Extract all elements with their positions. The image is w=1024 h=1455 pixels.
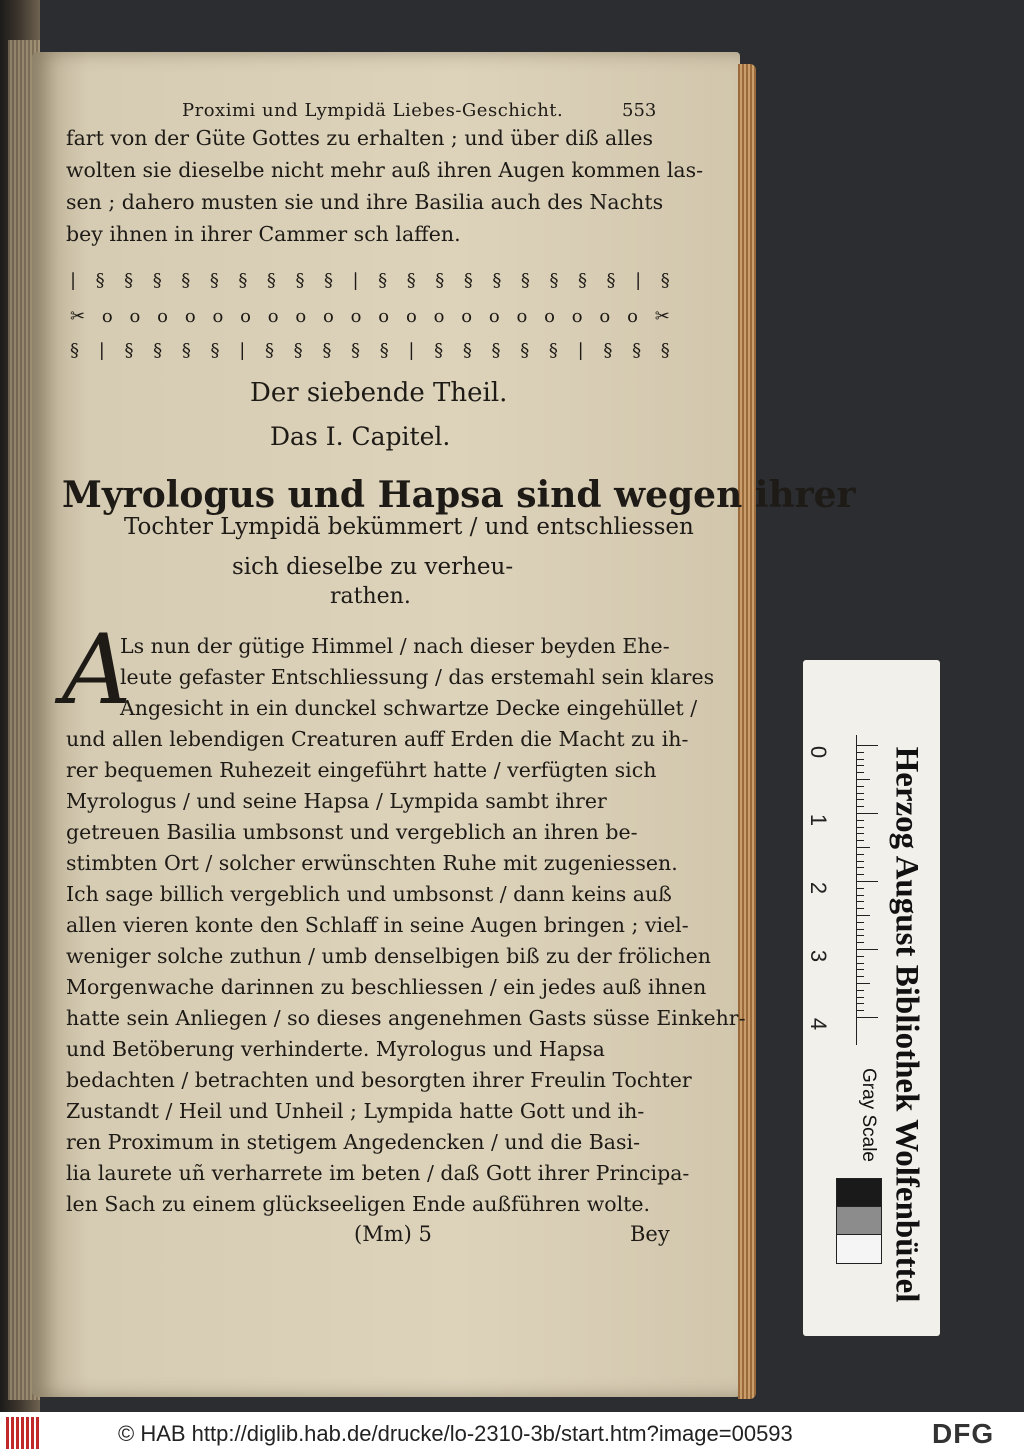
ornament-glyph: o [516,305,528,327]
ornament-glyph: § [295,269,305,291]
ornament-glyph: | [635,269,642,291]
ruler-tick [856,854,864,855]
body-line: lia laurete uñ verharrete im beten / daß Gott ihrer Principa- [66,1161,690,1185]
library-name [876,720,936,1328]
ornament-glyph: o [405,305,417,327]
ornament-glyph: § [660,269,670,291]
ruler-tick [856,861,864,862]
ornament-glyph: § [264,339,274,361]
ruler-tick [856,827,864,828]
ruler-tick [856,956,864,957]
grayscale-label-text: Gray Scale [858,1068,880,1162]
ruler-tick [856,929,864,930]
body-line: len Sach zu einem glückseeligen Ende außführen wolte. [66,1192,651,1216]
ruler-tick [856,799,864,800]
ruler-tick [856,983,870,984]
top-line: bey ihnen in ihrer Cammer sch laffen. [66,222,461,246]
ornament-glyph: o [378,305,390,327]
ruler-tick [856,779,870,780]
ruler-tick [856,813,878,814]
body-line: stimbten Ort / solcher erwünschten Ruhe mit zugeniessen. [66,851,678,875]
ornament-glyph: | [408,339,415,361]
ornament-glyph: o [295,305,307,327]
ornament-glyph: § [181,269,191,291]
ornament-glyph: | [577,339,584,361]
ornament-glyph: § [70,339,79,361]
ruler-tick [856,786,864,787]
ornament-glyph: § [578,269,587,291]
ruler-tick [856,888,864,889]
ruler-tick [856,997,864,998]
top-line: fart von der Güte Gottes zu erhalten ; und über diß alles [66,126,654,150]
ornament-glyph: o [212,305,224,327]
ornament-glyph: | [239,339,246,361]
ornament-glyph: § [324,269,333,291]
dfg-logo: DFG [932,1418,995,1449]
ruler-number: 3 [806,949,832,963]
ruler-tick [856,765,864,766]
signature-mark: (Mm) 5 [354,1222,432,1246]
ornament-glyph: § [549,269,559,291]
ruler-tick [856,745,878,746]
ornament-glyph: o [323,305,334,327]
body-line: weniger solche zuthun / umb denselbigen biß zu der frölichen [66,944,711,968]
ruler-tick [856,847,870,848]
top-line: wolten sie dieselbe nicht mehr auß ihren Augen kommen las- [66,158,704,182]
body-line: Ich sage billich vergeblich und umbsonst / dann keins auß [66,882,672,906]
ornament-glyph: § [181,339,191,361]
ornament-glyph: ✂ [70,305,86,327]
ornament-glyph: | [98,339,105,361]
ornament-glyph: | [352,269,359,291]
ruler-tick [856,881,878,882]
ornament-glyph: § [95,269,105,291]
body-line: getreuen Basilia umbsonst und vergeblich an ihren be- [66,820,638,844]
ornament-glyph: § [293,339,303,361]
ornament-glyph: | [70,269,77,291]
ruler-number: 1 [806,813,832,827]
ornament-glyph: o [544,305,555,327]
running-head: Proximi und Lympidä Liebes-Geschicht. [182,100,564,121]
ornament-glyph: § [435,269,445,291]
ornament-glyph: § [462,339,472,361]
ornament-glyph: § [152,269,162,291]
ornament-glyph: § [406,269,416,291]
body-line: Morgenwache darinnen zu beschliessen / ein jedes auß ihnen [66,975,707,999]
ruler-tick [856,1003,864,1004]
grayscale-swatch-gray [836,1206,882,1236]
ornament-glyph: § [520,339,530,361]
ornament-glyph: § [548,339,558,361]
ruler-tick [856,772,864,773]
body-line: Myrologus / und seine Hapsa / Lympida sambt ihrer [66,789,607,813]
ruler-tick [856,895,864,896]
ornament-glyph: § [322,339,332,361]
ornament-band-row-3 [70,336,670,364]
ruler-tick [856,976,864,977]
ornament-glyph: § [492,269,502,291]
ornament-glyph: § [632,339,642,361]
ornament-glyph: o [129,305,141,327]
body-line: Ls nun der gütige Himmel / nach dieser beyden Ehe- [120,634,670,658]
hab-logo-icon [6,1417,40,1449]
ruler-tick [856,1017,878,1018]
body-line: allen vieren konte den Schlaff in seine Augen bringen ; viel- [66,913,689,937]
ruler-tick [856,990,864,991]
body-line: und allen lebendigen Creaturen auff Erden die Macht zu ih- [66,727,689,751]
body-line: Zustandt / Heil und Unheil ; Lympida hatte Gott und ih- [66,1099,645,1123]
ornament-glyph: § [124,339,134,361]
ornament-glyph: o [267,305,279,327]
ruler-tick [856,874,864,875]
ruler-tick [856,806,864,807]
ruler-tick [856,820,864,821]
chapter-title: Das I. Capitel. [270,422,451,451]
ornament-glyph: § [238,269,248,291]
ornament-glyph: o [599,305,611,327]
ruler-tick [856,759,864,760]
ruler-tick [856,833,864,834]
ornament-glyph: o [461,305,473,327]
ornament-glyph: § [434,339,444,361]
drop-cap-initial: A [62,614,132,726]
top-line: sen ; dahero musten sie und ihre Basilia auch des Nachts [66,190,664,214]
ornament-glyph: § [520,269,530,291]
chapter-heading-line: sich dieselbe zu verheu- [232,554,514,580]
body-line: bedachten / betrachten und besorgten ihrer Freulin Tochter [66,1068,692,1092]
ornament-glyph: § [210,339,220,361]
ruler-tick [856,752,864,753]
ornament-glyph: § [660,339,670,361]
ruler-scale-centimeters [806,735,876,1055]
body-line: Angesicht in ein dunckel schwartze Decke eingehüllet / [120,696,698,720]
body-line: rer bequemen Ruhezeit eingeführt hatte / verfügten sich [66,758,657,782]
grayscale-label [850,1060,886,1170]
ornament-glyph: § [379,339,389,361]
footer-credit-url[interactable]: © HAB http://diglib.hab.de/drucke/lo-2310-3b/start.htm?image=00593 [118,1421,793,1446]
catchword: Bey [630,1222,670,1246]
ornament-glyph: o [488,305,500,327]
ornament-glyph: o [433,305,445,327]
ruler-tick [856,922,864,923]
ornament-glyph: o [184,305,196,327]
part-title: Der siebende Theil. [250,378,508,408]
chapter-heading-line: rathen. [330,584,411,609]
ornament-glyph: § [603,339,613,361]
ornament-glyph: o [157,305,169,327]
ornament-glyph: o [571,305,583,327]
ruler-tick [856,949,878,950]
ruler-number: 0 [806,745,832,759]
ornament-band-row-2 [70,302,670,330]
ornament-glyph: § [491,339,501,361]
ornament-glyph: o [240,305,251,327]
ornament-glyph: § [378,269,388,291]
book-right-page-edges [738,64,756,1399]
ornament-glyph: o [350,305,362,327]
ornament-band-row-1 [70,266,670,294]
ornament-glyph: § [153,339,163,361]
chapter-heading-line: Tochter Lympidä bekümmert / und entschliessen [124,514,694,540]
ruler-tick [856,942,864,943]
body-line: ren Proximum in stetigem Angedencken / und die Basi- [66,1130,641,1154]
ornament-glyph: ✂ [654,305,670,327]
grayscale-swatch-black [836,1178,882,1208]
ruler-tick [856,1010,864,1011]
ruler-number: 4 [806,1017,832,1031]
ruler-number: 2 [806,881,832,895]
ornament-glyph: § [124,269,134,291]
body-line: leute gefaster Entschliessung / das erstemahl sein klares [120,665,715,689]
ornament-glyph: § [606,269,616,291]
ornament-glyph: § [463,269,473,291]
ruler-tick [856,793,864,794]
grayscale-swatch-white [836,1234,882,1264]
body-line: hatte sein Anliegen / so dieses angenehmen Gasts süsse Einkehr- [66,1006,746,1030]
page-number: 553 [622,100,657,121]
ornament-glyph: o [627,305,638,327]
ornament-glyph: o [101,305,113,327]
ruler-tick [856,901,864,902]
ruler-tick [856,908,864,909]
library-name-text: Herzog August Bibliothek Wolfenbüttel [888,746,925,1302]
chapter-heading-line: Myrologus und Hapsa sind wegen ihrer [62,474,856,516]
ruler-tick [856,840,864,841]
ruler-tick [856,915,870,916]
ruler-baseline [856,735,857,1045]
ornament-glyph: § [351,339,361,361]
ruler-tick [856,867,864,868]
ruler-tick [856,969,864,970]
ornament-glyph: § [209,269,219,291]
body-line: und Betöberung verhinderte. Myrologus und Hapsa [66,1037,605,1061]
ornament-glyph: § [266,269,276,291]
ruler-tick [856,963,864,964]
ruler-tick [856,935,864,936]
